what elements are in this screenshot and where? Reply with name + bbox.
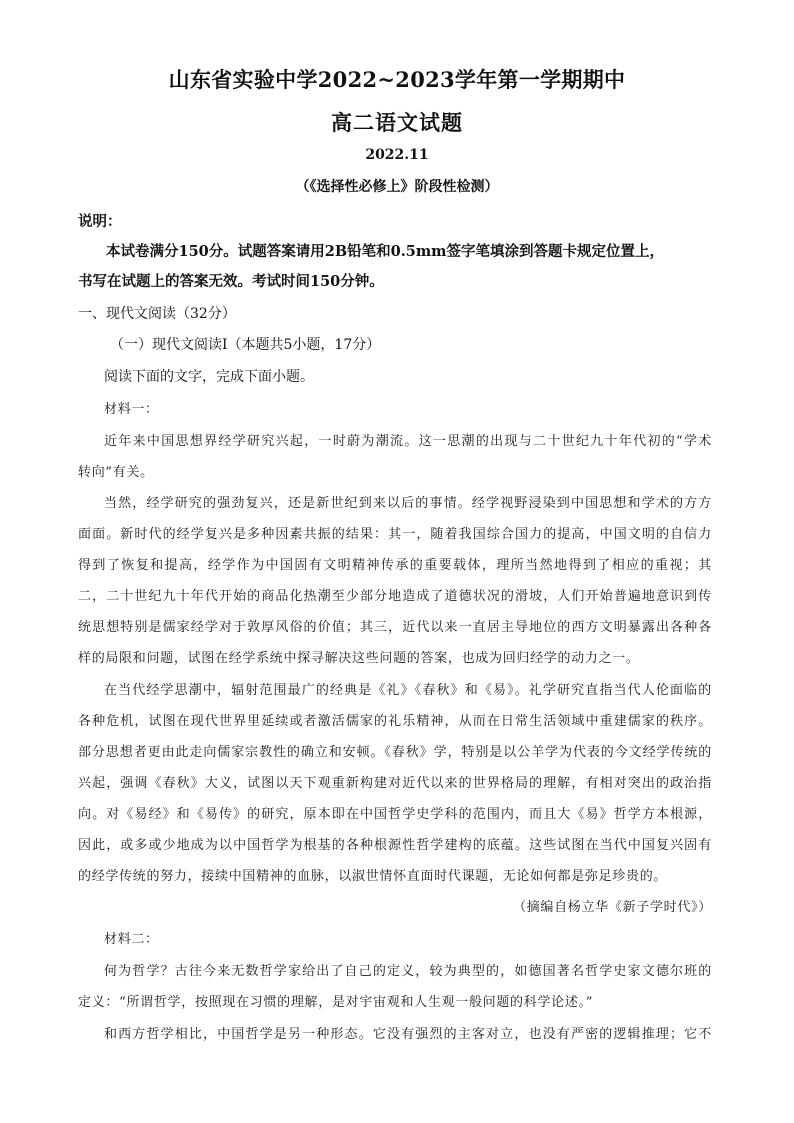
paragraph-line: 何为哲学？古往今来无数哲学家给出了自己的定义，较为典型的，如德国著名哲学史家文德尔班的 [104,964,712,979]
paragraph-line: 得到了恢复和提高，经学作为中国固有文明精神传承的重要载体，理所当然地得到了相应的重视；其 [78,558,712,573]
paragraph-line: 当然，经学研究的强劲复兴，还是新世纪到来以后的事情。经学视野浸染到中国思想和学术的方方 [104,496,712,511]
paragraph-line: 定义：“所谓哲学，按照现在习惯的理解，是对宇宙观和人生观一般问题的科学论述。” [78,995,594,1010]
instructions-line-2: 书写在试题上的答案无效。考试时间150分钟。 [78,273,384,290]
paragraph-line: 因此，或多或少地成为以中国哲学为根基的各种根源性哲学建构的底蕴。这些试图在当代中国复兴固有 [78,838,712,853]
exam-title: 山东省实验中学2022~2023学年第一学期期中 [168,67,626,92]
paragraph-line: 在当代经学思潮中，辐射范围最广的经典是《礼》《春秋》和《易》。礼学研究直指当代人伦面临的 [104,683,712,698]
material-1-source: （摘编自杨立华《新子学时代》） [512,900,712,915]
exam-subject-title: 高二语文试题 [331,110,463,135]
exam-subtitle: （《选择性必修上》阶段性检测） [295,179,499,195]
material-2-label: 材料二： [104,932,159,947]
instructions-label: 说明： [78,213,122,230]
paragraph-line: 近年来中国思想界经学研究兴起，一时蔚为潮流。这一思潮的出现与二十世纪九十年代初的“学术 [104,434,712,449]
reading-directions: 阅读下面的文字，完成下面小题。 [104,369,314,385]
paragraph-line: 样的局限和问题，试图在经学系统中探寻解决这些问题的答案，也成为回归经学的动力之一。 [78,651,640,666]
paragraph-line: 部分思想者更由此走向儒家宗教性的确立和安顿。《春秋》学，特别是以公羊学为代表的今文经学传统的 [78,745,712,760]
paragraph-line: 向。对《易经》和《易传》的研究，原本即在中国哲学史学科的范围内，而且大《易》哲学方本根源， [78,807,712,822]
paragraph-line: 二，二十世纪九十年代开始的商品化热潮至少部分地造成了道德状况的滑坡，人们开始普遍地意识到传 [78,589,712,604]
exam-date: 2022.11 [365,147,429,163]
sub-section-heading: （一）现代文阅读Ⅰ（本题共5小题，17分） [110,337,381,353]
paragraph-line: 的经学传统的努力，接续中国精神的血脉，以淑世情怀直面时代课题，无论如何都是弥足珍贵的。 [78,869,668,884]
material-1-label: 材料一： [104,402,159,417]
paragraph-line: 兴起，强调《春秋》大义，试图以天下观重新构建对近代以来的世界格局的理解，有相对突出的政治指 [78,776,712,791]
paragraph-line: 转向”有关。 [78,465,154,480]
paragraph-line: 面面。新时代的经学复兴是多种因素共振的结果：其一，随着我国综合国力的提高，中国文明的自信力 [78,527,712,542]
section-heading: 一、现代文阅读（32分） [78,306,236,322]
paragraph-line: 统思想特别是儒家经学对于敦厚风俗的价值；其三，近代以来一直居主导地位的西方文明暴露出各种各 [78,620,712,635]
paragraph-line: 各种危机，试图在现代世界里延续或者激活儒家的礼乐精神，从而在日常生活领域中重建儒家的秩序。 [78,714,712,729]
paragraph-line: 和西方哲学相比，中国哲学是另一种形态。它没有强烈的主客对立，也没有严密的逻辑推理；它不 [104,1027,712,1042]
instructions-line-1: 本试卷满分150分。试题答案请用2B铅笔和0.5mm签字笔填涂到答题卡规定位置上， [106,243,665,260]
